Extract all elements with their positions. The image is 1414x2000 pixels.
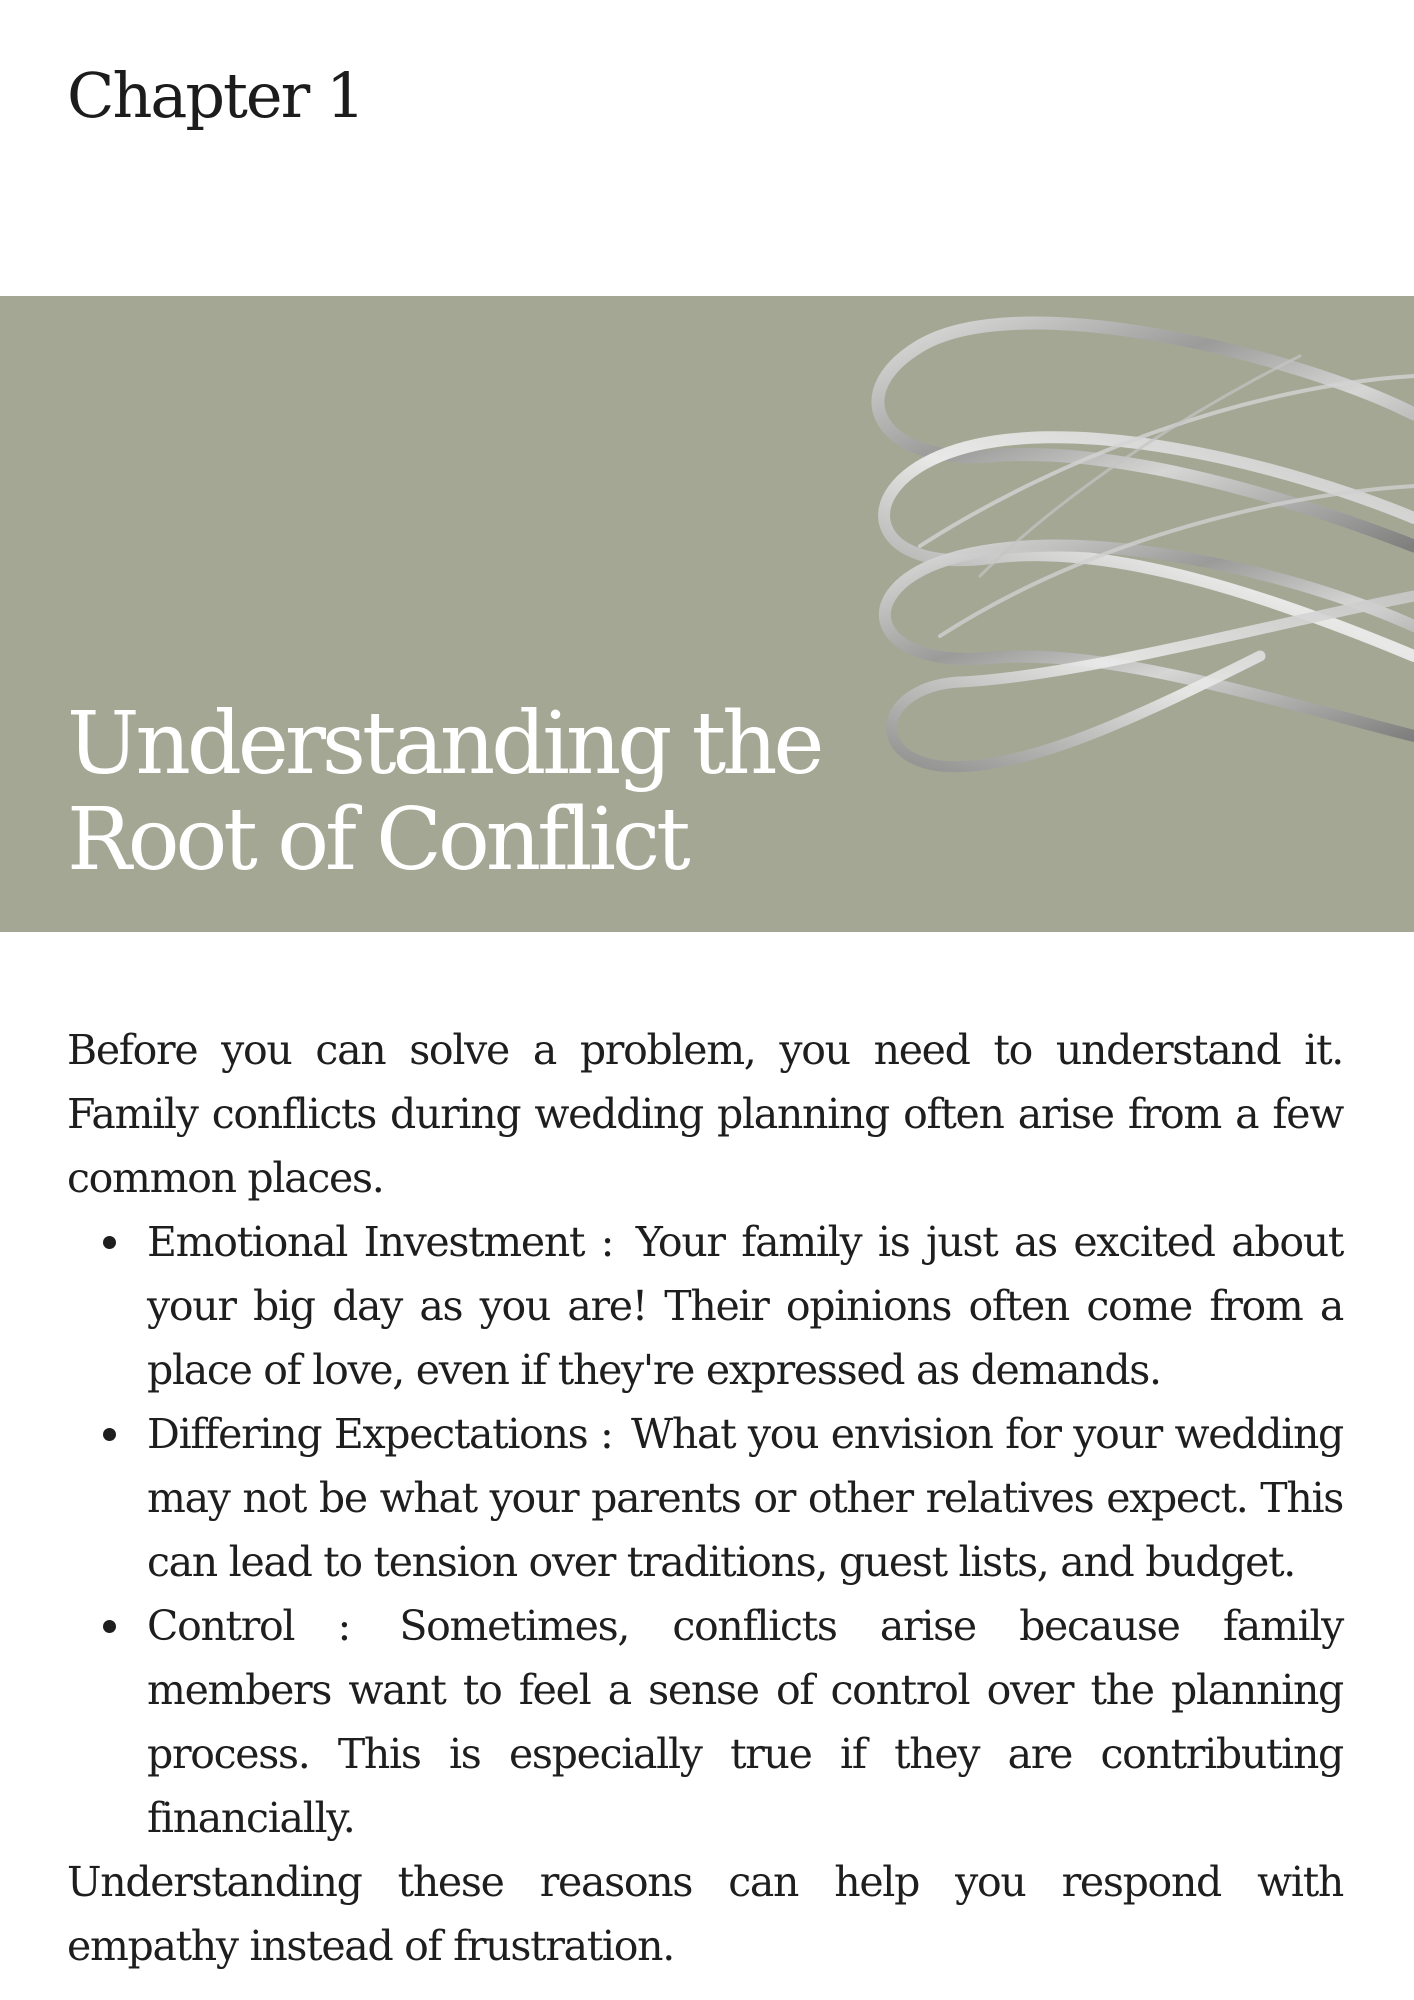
chapter-title-line-1: Understanding the xyxy=(67,694,821,794)
list-item-term: Differing Expectations : xyxy=(147,1410,613,1458)
list-item-text: Sometimes, conflicts arise because family members want to feel a sense of control over the planning process. This is especially true if they are contributing financially. xyxy=(147,1602,1344,1842)
closing-paragraph: Understanding these reasons can help you respond with empathy instead of frustration. xyxy=(67,1858,1343,1970)
list-item-term: Emotional Investment : xyxy=(147,1218,614,1266)
chapter-body xyxy=(67,1018,1343,1978)
list-item-text: Your family is just as excited about your big day as you are! Their opinions often come from a place of love, even if they're expressed as demands. xyxy=(147,1218,1344,1394)
bullet-icon xyxy=(103,1428,116,1441)
chapter-title xyxy=(67,696,867,888)
title-banner xyxy=(0,296,1414,932)
chapter-label: Chapter 1 xyxy=(67,59,364,132)
bullet-icon xyxy=(103,1620,116,1633)
list-item xyxy=(67,1402,1343,1594)
list-item-term: Control : xyxy=(147,1602,351,1650)
list-item xyxy=(67,1210,1343,1402)
intro-paragraph: Before you can solve a problem, you need to understand it. Family conflicts during wedding planning often arise from a few common places. xyxy=(67,1026,1343,1202)
conflict-reasons-list xyxy=(67,1210,1343,1850)
chapter-title-line-2: Root of Conflict xyxy=(67,790,687,890)
list-item xyxy=(67,1594,1343,1850)
list-item-text: What you envision for your wedding may not be what your parents or other relatives expect. This can lead to tension over traditions, guest lists, and budget. xyxy=(147,1410,1344,1586)
bullet-icon xyxy=(103,1236,116,1249)
